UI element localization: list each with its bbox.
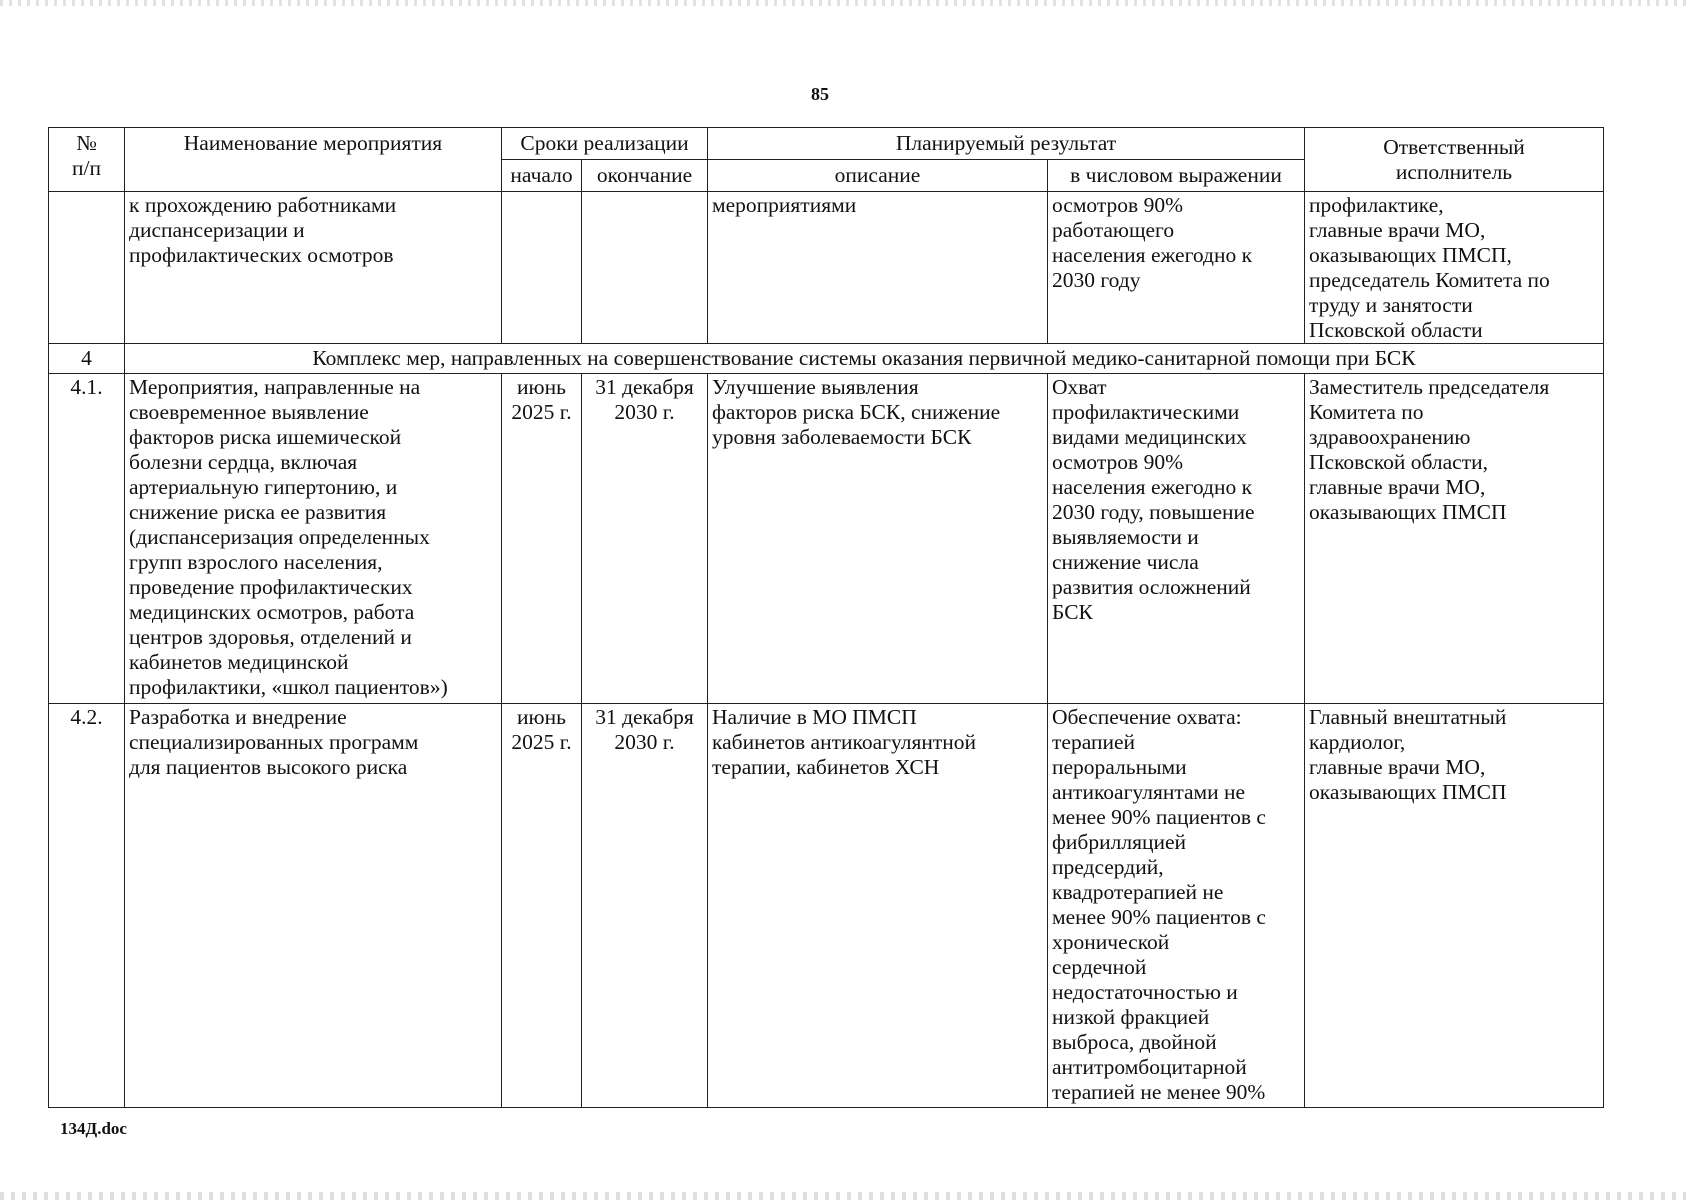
table-row <box>49 374 1604 704</box>
header-end: окончание <box>582 160 708 192</box>
table-row <box>49 192 1604 344</box>
row-end <box>582 192 708 344</box>
row-numeric: Охват профилактическими видами медицинских осмотров 90% населения ежегодно к 2030 году, повышение выявляемости и снижение числа развития осложнений БСК <box>1048 374 1305 704</box>
header-name: Наименование мероприятия <box>125 128 502 192</box>
document-filename: 134Д.doc <box>60 1119 127 1138</box>
section-row <box>49 344 1604 374</box>
row-end: 31 декабря 2030 г. <box>582 374 708 704</box>
row-num: 4.1. <box>49 374 125 704</box>
row-name: Мероприятия, направленные на своевременное выявление факторов риска ишемической болезни сердца, включая артериальную гипертонию, и снижение риска ее развития (диспансеризация определенных групп взрослого населения, проведение профилактических медицинских осмотров, работа центров здоровья, отделений и кабинетов медицинской профилактики, «школ пациентов») <box>125 374 502 704</box>
row-numeric: Обеспечение охвата: терапией пероральными антикоагулянтами не менее 90% пациентов с фибрилляцией предсердий, квадротерапией не менее 90% пациентов с хронической сердечной недостаточностью и низкой фракцией выброса, двойной антитромбоцитарной терапией не менее 90% <box>1048 704 1305 1108</box>
table-row <box>49 704 1604 1108</box>
scan-edge-top <box>0 0 1686 6</box>
row-numeric: осмотров 90% работающего населения ежегодно к 2030 году <box>1048 192 1305 344</box>
row-name: к прохождению работниками диспансеризации и профилактических осмотров <box>125 192 502 344</box>
row-num: 4.2. <box>49 704 125 1108</box>
row-end: 31 декабря 2030 г. <box>582 704 708 1108</box>
row-responsible: Заместитель председателя Комитета по здравоохранению Псковской области, главные врачи МО, оказывающих ПМСП <box>1305 374 1604 704</box>
header-description: описание <box>708 160 1048 192</box>
row-start: июнь 2025 г. <box>502 704 582 1108</box>
row-num <box>49 192 125 344</box>
row-description: мероприятиями <box>708 192 1048 344</box>
page-number: 85 <box>811 84 829 104</box>
section-title: Комплекс мер, направленных на совершенствование системы оказания первичной медико-санитарной помощи при БСК <box>125 344 1604 374</box>
measures-table <box>48 127 1604 1108</box>
header-responsible: Ответственный исполнитель <box>1305 128 1604 192</box>
header-start: начало <box>502 160 582 192</box>
row-name: Разработка и внедрение специализированных программ для пациентов высокого риска <box>125 704 502 1108</box>
row-start: июнь 2025 г. <box>502 374 582 704</box>
header-terms: Сроки реализации <box>502 128 708 160</box>
scan-edge-bottom <box>0 1192 1686 1200</box>
row-start <box>502 192 582 344</box>
row-description: Наличие в МО ПМСП кабинетов антикоагулянтной терапии, кабинетов ХСН <box>708 704 1048 1108</box>
header-result: Планируемый результат <box>708 128 1305 160</box>
header-numeric: в числовом выражении <box>1048 160 1305 192</box>
section-num: 4 <box>49 344 125 374</box>
row-responsible: Главный внештатный кардиолог, главные врачи МО, оказывающих ПМСП <box>1305 704 1604 1108</box>
header-row-1 <box>49 128 1604 160</box>
row-description: Улучшение выявления факторов риска БСК, снижение уровня заболеваемости БСК <box>708 374 1048 704</box>
row-responsible: профилактике, главные врачи МО, оказывающих ПМСП, председатель Комитета по труду и занятости Псковской области <box>1305 192 1604 344</box>
header-num: № п/п <box>49 128 125 192</box>
